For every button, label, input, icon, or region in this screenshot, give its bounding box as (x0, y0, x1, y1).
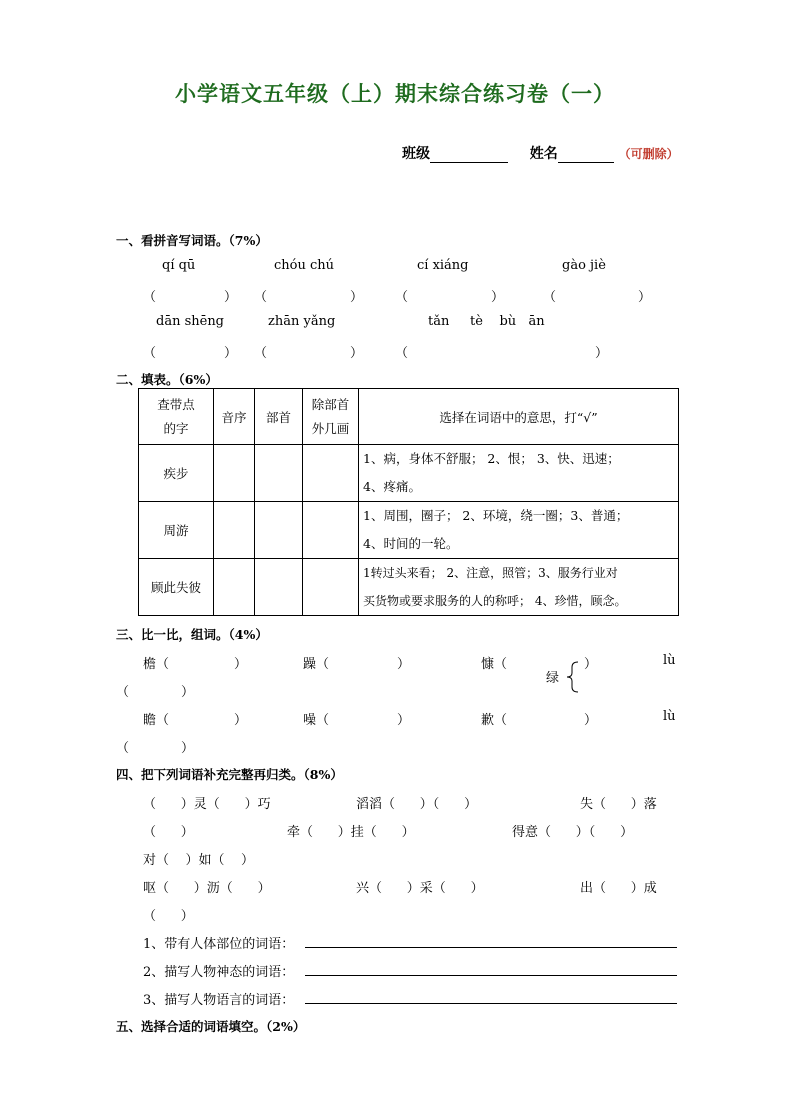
pinyin-lu: lù (663, 709, 676, 724)
pinyin-chouchu: chóu chú (274, 258, 335, 273)
section3-heading: 三、比一比，组词。（4%） (116, 627, 268, 642)
answer-close: ） (181, 741, 195, 756)
answer-close: ） (638, 290, 652, 305)
brace-icon (565, 661, 579, 693)
idiom-fill[interactable]: （ ）灵（ ）巧 (143, 797, 271, 812)
pinyin-zhanyang: zhān yǎng (268, 314, 336, 329)
class-name-line (402, 143, 679, 163)
answer-close: ） (181, 685, 195, 700)
removable-open: （ (618, 147, 631, 161)
category-speech: 3、描写人物语言的词语： (143, 993, 295, 1008)
name-blank[interactable] (558, 148, 614, 163)
answer-open[interactable]: （ (116, 685, 130, 700)
answer-close: ） (595, 346, 609, 361)
category-body-parts: 1、带有人体部位的词语： (143, 937, 295, 952)
cell-meanings[interactable] (359, 502, 679, 559)
cell-meanings[interactable] (359, 559, 679, 616)
meaning-line: 1、病，身体不舒服； 2、恨； 3、快、迅速； (363, 451, 620, 466)
answer-open[interactable]: （ (395, 346, 409, 361)
answer-close: ） (584, 713, 598, 728)
answer-open[interactable]: （ (143, 346, 157, 361)
section5-heading: 五、选择合适的词语填空。（2%） (116, 1019, 306, 1034)
page-title: 小学语文五年级（上）期末综合练习卷（一） (175, 81, 615, 106)
meaning-line: 买货物或要求服务的人的称呼； 4、珍惜，顾念。 (363, 594, 627, 608)
answer-close: ） (491, 290, 505, 305)
cell-strokes[interactable] (303, 502, 359, 559)
header-bushou: 部首 (255, 389, 303, 445)
header-yinxu: 音序 (214, 389, 255, 445)
meaning-line: 1、周围，圈子； 2、环境，绕一圈；3、普通； (363, 508, 629, 523)
cell-meanings[interactable] (359, 445, 679, 502)
name-label: 姓名 (529, 146, 558, 162)
idiom-fill[interactable]: 呕（ ）沥（ ） (143, 881, 271, 896)
pinyin-gaojie: gào jiè (562, 258, 606, 273)
cell-yinxu[interactable] (214, 445, 255, 502)
fill-table (138, 388, 679, 616)
answer-close: ） (350, 346, 364, 361)
idiom-fill[interactable]: 出（ ）成 (580, 881, 657, 896)
header-strokes (303, 389, 359, 445)
answer-line[interactable] (305, 947, 677, 948)
pinyin-lu: lù (663, 653, 676, 668)
answer-close: ） (234, 713, 248, 728)
answer-open[interactable]: （ (143, 290, 157, 305)
meaning-line: 1转过头来看； 2、注意，照管；3、服务行业对 (363, 566, 618, 580)
meaning-line: 4、时间的一轮。 (363, 536, 459, 551)
pinyin-qiqu: qí qū (162, 258, 196, 273)
cell-strokes[interactable] (303, 559, 359, 616)
cell-yinxu[interactable] (214, 559, 255, 616)
category-expression: 2、描写人物神态的词语： (143, 965, 295, 980)
pinyin-dansheng: dān shēng (156, 314, 225, 329)
answer-close: ） (584, 657, 598, 672)
answer-open[interactable]: （ (543, 290, 557, 305)
cell-bushou[interactable] (255, 502, 303, 559)
header-char-line2: 的字 (163, 420, 189, 436)
section1-heading: 一、看拼音写词语。（7%） (116, 233, 268, 248)
compare-zhan[interactable]: 瞻（ (143, 713, 170, 728)
answer-close: ） (224, 346, 238, 361)
idiom-fill[interactable]: 滔滔（ ）（ ） (356, 797, 478, 812)
answer-close: ） (397, 713, 411, 728)
header-strokes-line1: 除部首 (311, 396, 350, 412)
idiom-fill[interactable]: 对（ ）如（ ） (143, 853, 255, 868)
row-word: 顾此失彼 (139, 559, 214, 616)
section4-heading: 四、把下列词语补充完整再归类。（8%） (116, 767, 343, 782)
class-label: 班级 (402, 146, 430, 162)
row-word: 疾步 (139, 445, 214, 502)
cell-yinxu[interactable] (214, 502, 255, 559)
answer-line[interactable] (305, 975, 677, 976)
idiom-fill[interactable]: （ ） (143, 825, 194, 840)
answer-close: ） (350, 290, 364, 305)
header-char (139, 389, 214, 445)
cell-strokes[interactable] (303, 445, 359, 502)
compare-kang[interactable]: 慷（ (481, 657, 508, 672)
answer-open[interactable]: （ (395, 290, 409, 305)
removable-note: 可删除 (630, 147, 667, 161)
idiom-fill[interactable]: 兴（ ）采（ ） (356, 881, 484, 896)
answer-open[interactable]: （ (116, 741, 130, 756)
answer-close: ） (397, 657, 411, 672)
compare-qian[interactable]: 歉（ (481, 713, 508, 728)
class-blank[interactable] (430, 148, 508, 163)
idiom-fill[interactable]: 得意（ ）（ ） (512, 825, 634, 840)
cell-bushou[interactable] (255, 445, 303, 502)
row-word: 周游 (139, 502, 214, 559)
answer-line[interactable] (305, 1003, 677, 1004)
compare-zao[interactable]: 躁（ (303, 657, 330, 672)
compare-yan[interactable]: 檐（ (143, 657, 170, 672)
pinyin-cixiang: cí xiáng (417, 258, 469, 273)
answer-close: ） (234, 657, 248, 672)
meaning-line: 4、疼痛。 (363, 479, 421, 494)
char-lv: 绿 (546, 671, 560, 686)
header-char-line1: 查带点 (157, 396, 195, 412)
cell-bushou[interactable] (255, 559, 303, 616)
compare-zao2[interactable]: 噪（ (303, 713, 330, 728)
header-strokes-line2: 外几画 (311, 420, 350, 436)
removable-close: ） (666, 147, 679, 161)
answer-open[interactable]: （ (254, 290, 268, 305)
idiom-fill[interactable]: 失（ ）落 (580, 797, 657, 812)
header-meaning: 选择在词语中的意思，打“√” (359, 389, 679, 445)
answer-open[interactable]: （ (254, 346, 268, 361)
idiom-fill[interactable]: （ ） (143, 909, 194, 924)
answer-close: ） (224, 290, 238, 305)
pinyin-tantebuan: tǎn tè bù ān (428, 314, 545, 329)
section2-heading: 二、填表。（6%） (116, 372, 218, 387)
idiom-fill[interactable]: 牵（ ）挂（ ） (287, 825, 415, 840)
